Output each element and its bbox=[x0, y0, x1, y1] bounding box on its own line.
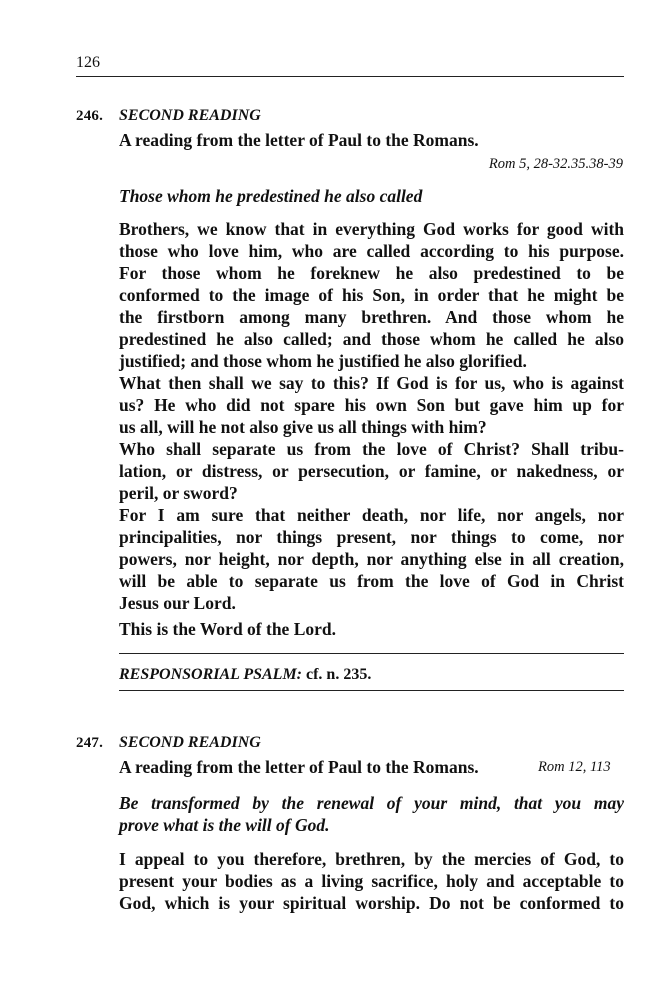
reading-number: 247. bbox=[76, 735, 104, 751]
body-line: us? He who did not spare his own Son but gave him up for bbox=[119, 395, 624, 415]
psalm-label: RESPONSORIAL PSALM: bbox=[119, 666, 302, 683]
reading-subtitle: Those whom he predestined he also called bbox=[119, 186, 423, 206]
body-line: What then shall we say to this? If God is for us, who is against bbox=[119, 373, 624, 393]
body-line: For those whom he foreknew he also predestined to be bbox=[119, 263, 624, 283]
reading-intro: A reading from the letter of Paul to the Romans. bbox=[119, 757, 479, 777]
reading-subtitle: prove what is the will of God. bbox=[119, 815, 330, 835]
scripture-reference: Rom 12, 113 bbox=[538, 759, 611, 775]
body-line: predestined he also called; and those whom he called he also bbox=[119, 329, 624, 349]
body-line: us all, will he not also give us all things with him? bbox=[119, 417, 487, 437]
body-line: the firstborn among many brethren. And those whom he bbox=[119, 307, 624, 327]
page-number: 126 bbox=[76, 54, 100, 71]
body-line: lation, or distress, or persecution, or famine, or nakedness, or bbox=[119, 461, 624, 481]
body-line: those who love him, who are called according to his purpose. bbox=[119, 241, 624, 261]
body-line: Jesus our Lord. bbox=[119, 593, 236, 613]
reading-number: 246. bbox=[76, 108, 104, 124]
body-line: principalities, nor things present, nor things to come, nor bbox=[119, 527, 624, 547]
body-line: powers, nor height, nor depth, nor anything else in all creation, bbox=[119, 549, 624, 569]
page-header bbox=[76, 52, 624, 77]
body-line: will be able to separate us from the love of God in Christ bbox=[119, 571, 624, 591]
divider bbox=[119, 653, 624, 654]
body-line: For I am sure that neither death, nor life, nor angels, nor bbox=[119, 505, 624, 525]
body-line: conformed to the image of his Son, in order that he might be bbox=[119, 285, 624, 305]
body-line: God, which is your spiritual worship. Do not be conformed to bbox=[119, 893, 624, 913]
reading-heading: SECOND READING bbox=[119, 107, 261, 124]
body-line: justified; and those whom he justified he also glorified. bbox=[119, 351, 527, 371]
reading-heading: SECOND READING bbox=[119, 734, 261, 751]
closing-acclamation: This is the Word of the Lord. bbox=[119, 619, 336, 639]
scripture-reference: Rom 5, 28-32.35.38-39 bbox=[488, 156, 623, 172]
psalm-reference: cf. n. 235. bbox=[306, 666, 372, 683]
reading-subtitle: Be transformed by the renewal of your mind, that you may bbox=[119, 793, 624, 813]
divider bbox=[119, 690, 624, 691]
body-line: present your bodies as a living sacrifice, holy and acceptable to bbox=[119, 871, 624, 891]
reading-intro: A reading from the letter of Paul to the Romans. bbox=[119, 130, 479, 150]
body-line: I appeal to you therefore, brethren, by the mercies of God, to bbox=[119, 849, 624, 869]
body-line: Brothers, we know that in everything God works for good with bbox=[119, 219, 624, 239]
responsorial-psalm bbox=[119, 666, 371, 684]
body-line: Who shall separate us from the love of Christ? Shall tribu- bbox=[119, 439, 624, 459]
body-line: peril, or sword? bbox=[119, 483, 238, 503]
